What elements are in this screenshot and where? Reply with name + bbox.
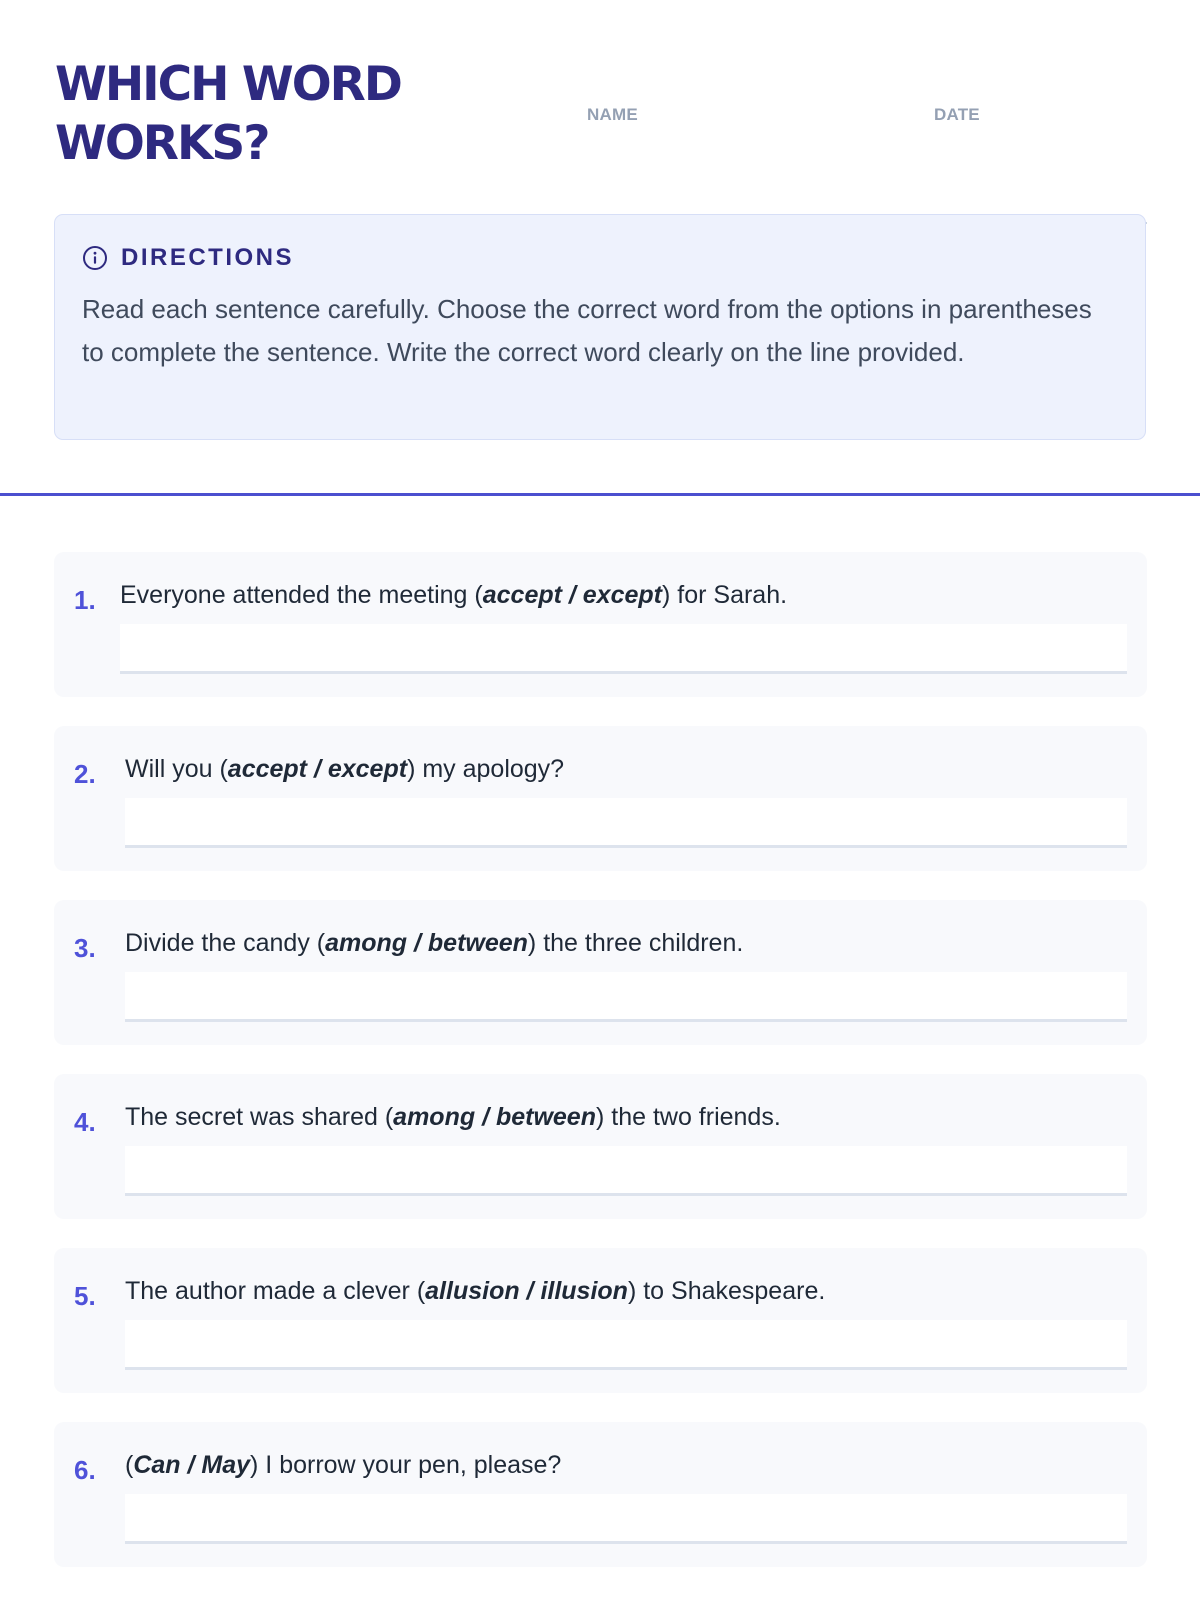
directions-heading [82, 243, 294, 273]
answer-line[interactable] [125, 1494, 1127, 1544]
question-text-before: Everyone attended the meeting ( [120, 581, 483, 609]
section-divider [0, 493, 1200, 496]
name-field[interactable] [587, 105, 907, 228]
directions-text: Read each sentence carefully. Choose the correct word from the options in parentheses to complete the sentence. Write the correct word clearly on the line provided. [82, 294, 1092, 367]
question-text [125, 1274, 825, 1308]
question-item [54, 1422, 1147, 1567]
question-text-after: ) the two friends. [595, 1103, 781, 1131]
word-options: allusion / illusion [425, 1277, 628, 1305]
question-text-before: The author made a clever ( [125, 1277, 426, 1305]
directions-box [54, 214, 1146, 440]
word-options: among / between [325, 929, 528, 957]
word-options: Can / May [133, 1451, 251, 1479]
question-text-after: ) to Shakespeare. [627, 1277, 826, 1305]
question-item [54, 726, 1147, 871]
name-label: NAME [587, 105, 638, 124]
answer-line[interactable] [125, 798, 1127, 848]
question-item [54, 900, 1147, 1045]
worksheet-header [55, 55, 1147, 175]
question-text-before: The secret was shared ( [125, 1103, 394, 1131]
question-text [125, 1448, 561, 1482]
answer-line[interactable] [125, 1320, 1127, 1370]
question-number: 6. [74, 1455, 96, 1485]
question-text [125, 1100, 781, 1134]
question-item [54, 1248, 1147, 1393]
question-item [54, 552, 1147, 697]
question-text-after: ) I borrow your pen, please? [250, 1451, 562, 1479]
question-text-after: ) the three children. [527, 929, 744, 957]
date-field[interactable] [934, 105, 1147, 228]
question-text-before: Divide the candy ( [125, 929, 326, 957]
question-number: 4. [74, 1107, 96, 1137]
answer-line[interactable] [120, 624, 1127, 674]
directions-title: DIRECTIONS [121, 244, 295, 271]
question-text-after: ) my apology? [407, 755, 565, 783]
question-number: 5. [74, 1281, 96, 1311]
question-list [54, 552, 1147, 1596]
info-icon [82, 245, 108, 271]
word-options: among / between [393, 1103, 596, 1131]
title-line-2: WORKS? [55, 116, 269, 171]
question-text [120, 578, 787, 612]
answer-line[interactable] [125, 972, 1127, 1022]
question-text [125, 752, 564, 786]
date-label: DATE [934, 105, 980, 124]
question-number: 2. [74, 759, 96, 789]
question-number: 1. [74, 585, 96, 615]
question-number: 3. [74, 933, 96, 963]
question-text [125, 926, 743, 960]
question-item [54, 1074, 1147, 1219]
word-options: accept / except [482, 581, 662, 609]
answer-line[interactable] [125, 1146, 1127, 1196]
question-text-after: ) for Sarah. [662, 581, 788, 609]
title-line-1: WHICH WORD [55, 57, 401, 112]
question-text-before: ( [125, 1451, 134, 1479]
page-title [55, 55, 525, 173]
word-options: accept / except [227, 755, 408, 783]
question-text-before: Will you ( [125, 755, 228, 783]
